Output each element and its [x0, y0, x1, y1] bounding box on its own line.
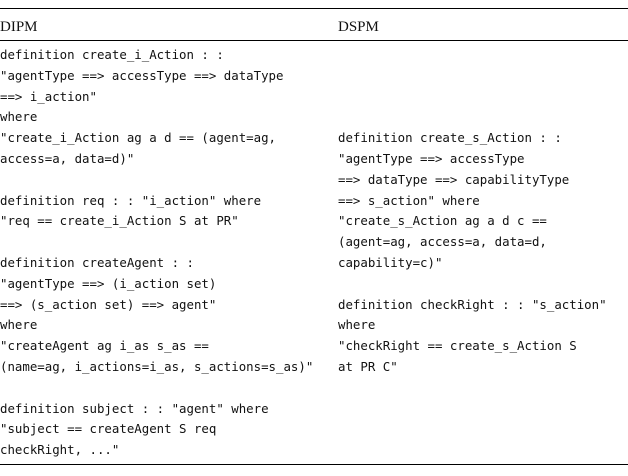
table-header-rule	[0, 40, 628, 41]
dipm-code-line: definition create_i_Action : :	[0, 47, 224, 62]
definitions-table	[0, 8, 628, 466]
dspm-column	[338, 45, 607, 461]
header-dipm: DIPM	[0, 19, 38, 35]
dspm-code-line: definition checkRight : : "s_action"	[338, 296, 607, 312]
dspm-code-line	[338, 87, 607, 108]
header-dspm: DSPM	[338, 19, 379, 35]
dspm-code-line: definition create_s_Action : :	[338, 130, 562, 146]
dipm-column	[0, 45, 313, 461]
dipm-code-line: "createAgent ag i_as s_as ==	[0, 338, 209, 354]
dipm-code-line: "subject == createAgent S req	[0, 421, 217, 437]
dipm-code-line: ==> (s_action set) ==> agent"	[0, 296, 217, 312]
dspm-code-line: "checkRight == create_s_Action S	[338, 338, 577, 354]
dipm-code-line: "agentType ==> accessType ==> dataType	[0, 67, 284, 83]
dipm-code-line: definition createAgent : :	[0, 254, 194, 270]
dspm-code-line: (agent=ag, access=a, data=d,	[338, 234, 547, 250]
dspm-code-line	[338, 399, 607, 420]
dspm-code-line: ==> s_action" where	[338, 192, 480, 208]
dspm-code-line: where	[338, 317, 376, 333]
dipm-code-line: "create_i_Action ag a d == (agent=ag,	[0, 130, 277, 146]
dspm-code-line: "create_s_Action ag a d c ==	[338, 213, 547, 229]
dipm-code-line: definition req : : "i_action" where	[0, 192, 262, 208]
dipm-code-line: "req == create_i_Action S at PR"	[0, 213, 239, 229]
dspm-code-line: at PR C"	[338, 358, 398, 374]
dipm-code-line: ==> i_action"	[0, 88, 97, 104]
dspm-code-line	[338, 274, 607, 295]
dspm-code-line: "agentType ==> accessType	[338, 150, 525, 166]
dspm-code-line	[338, 419, 607, 440]
dipm-code-line: where	[0, 317, 38, 333]
dipm-code-line: (name=ag, i_actions=i_as, s_actions=s_as)"	[0, 358, 314, 374]
dipm-code-line: where	[0, 109, 38, 125]
dspm-code-line: ==> dataType ==> capabilityType	[338, 171, 570, 187]
dipm-code-line: definition subject : : "agent" where	[0, 400, 269, 416]
dipm-code-line: "agentType ==> (i_action set)	[0, 275, 217, 291]
dspm-code-line	[338, 107, 607, 128]
dspm-code-line	[338, 66, 607, 87]
table-bottom-rule	[0, 464, 628, 465]
dipm-code-line	[0, 170, 313, 191]
dipm-code-line	[0, 232, 313, 253]
dspm-code-line	[338, 378, 607, 399]
dspm-code-line	[338, 440, 607, 461]
table-top-rule	[0, 8, 628, 9]
dipm-code-line: checkRight, ..."	[0, 442, 120, 458]
dipm-code-line	[0, 378, 313, 399]
dipm-code-line: access=a, data=d)"	[0, 150, 135, 166]
dspm-code-line: capability=c)"	[338, 254, 443, 270]
dspm-code-line	[338, 45, 607, 66]
